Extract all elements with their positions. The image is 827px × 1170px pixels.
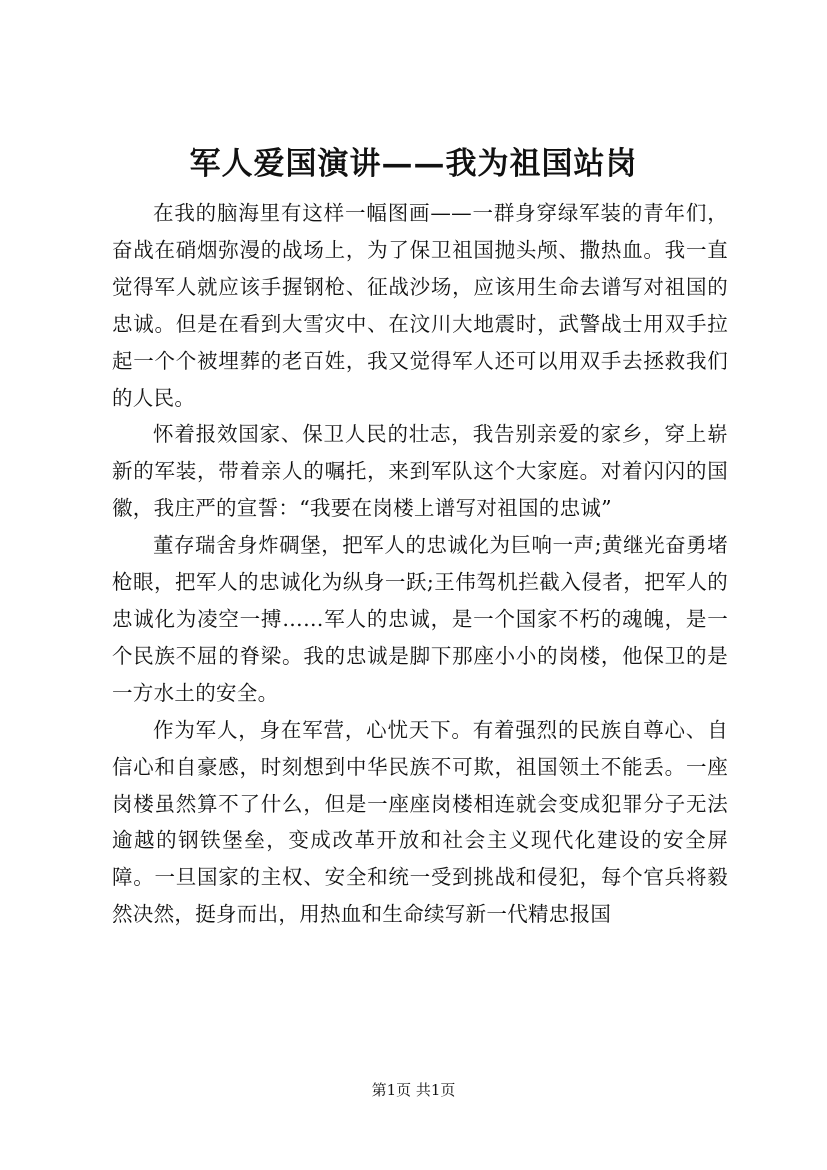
- document-title: 军人爱国演讲——我为祖国站岗: [189, 146, 638, 182]
- paragraph: 在我的脑海里有这样一幅图画——一群身穿绿军装的青年们，奋战在硝烟弥漫的战场上，为了保卫祖国抛头颅、撒热血。我一直觉得军人就应该手握钢枪、征战沙场，应该用生命去谱写对祖国的忠诚。但是在看到大雪灾中、在汶川大地震时，武警战士用双手拉起一个个被埋葬的老百姓，我又觉得军人还可以用双手去拯救我们的人民。: [112, 201, 728, 410]
- paragraph: 董存瑞舍身炸碉堡，把军人的忠诚化为巨响一声;黄继光奋勇堵枪眼，把军人的忠诚化为纵身一跃;王伟驾机拦截入侵者，把军人的忠诚化为凌空一搏……军人的忠诚，是一个国家不朽的魂魄，是一个民族不屈的脊梁。我的忠诚是脚下那座小小的岗楼，他保卫的是一方水土的安全。: [112, 533, 728, 705]
- paragraph: 怀着报效国家、保卫人民的壮志，我告别亲爱的家乡，穿上崭新的军装，带着亲人的嘱托，来到军队这个大家庭。对着闪闪的国徽，我庄严的宣誓：“我要在岗楼上谱写对祖国的忠诚”: [112, 422, 728, 521]
- page-footer: 第1页 共1页: [371, 1081, 456, 1099]
- document-body: [112, 195, 728, 933]
- paragraph: 作为军人，身在军营，心忧天下。有着强烈的民族自尊心、自信心和自豪感，时刻想到中华民族不可欺，祖国领土不能丢。一座岗楼虽然算不了什么，但是一座座岗楼相连就会变成犯罪分子无法逾越的钢铁堡垒，变成改革开放和社会主义现代化建设的安全屏障。一旦国家的主权、安全和统一受到挑战和侵犯，每个官兵将毅然决然，挺身而出，用热血和生命续写新一代精忠报国: [112, 717, 728, 927]
